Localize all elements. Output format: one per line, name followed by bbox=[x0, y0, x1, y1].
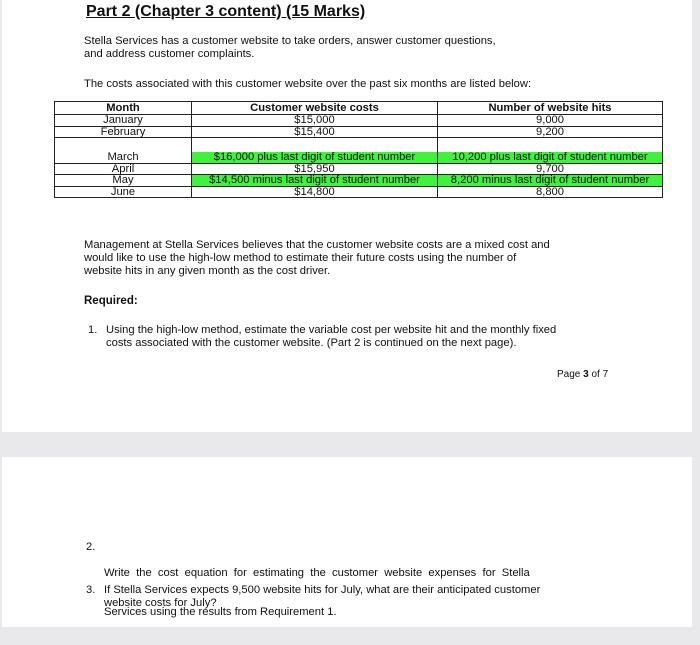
table-header-row bbox=[55, 102, 663, 115]
header-month: Month bbox=[55, 102, 192, 115]
cell-month: February bbox=[55, 126, 192, 138]
header-costs: Customer website costs bbox=[192, 102, 438, 115]
cell-cost-highlighted: $16,000 plus last digit of student number bbox=[192, 152, 438, 163]
table-row bbox=[55, 115, 663, 127]
cell-hits: 8,800 bbox=[438, 186, 663, 198]
management-paragraph bbox=[84, 239, 644, 278]
cell-cost: $15,000 bbox=[192, 115, 438, 127]
question-3-line: If Stella Services expects 9,500 website hits for July, what are their anticipated customer bbox=[104, 584, 541, 596]
question-1-number: 1. bbox=[88, 324, 98, 336]
cell-cost: $15,950 bbox=[192, 163, 438, 175]
cell-month: March bbox=[55, 152, 192, 163]
costs-intro: The costs associated with this customer website over the past six months are listed below: bbox=[84, 78, 532, 90]
header-hits: Number of website hits bbox=[438, 102, 663, 115]
intro-paragraph bbox=[84, 35, 644, 61]
cell-hits: 9,700 bbox=[438, 163, 663, 175]
document-page-4 bbox=[2, 457, 692, 627]
page-number bbox=[557, 369, 608, 380]
table-row bbox=[55, 163, 663, 175]
cell-month: May bbox=[55, 175, 192, 187]
page-current: 3 bbox=[583, 369, 589, 380]
document-page-3 bbox=[2, 0, 692, 432]
question-1 bbox=[106, 324, 556, 350]
intro-line: and address customer complaints. bbox=[84, 48, 255, 60]
page-label: Page bbox=[557, 369, 581, 380]
cell-hits-highlighted: 8,200 minus last digit of student number bbox=[438, 175, 663, 187]
cell-hits: 9,000 bbox=[438, 115, 663, 127]
required-heading: Required: bbox=[84, 295, 138, 307]
table-row bbox=[55, 186, 663, 198]
cell-month: January bbox=[55, 115, 192, 127]
table-row bbox=[55, 126, 663, 138]
mgmt-line: would like to use the high-low method to estimate their future costs using the number of bbox=[84, 252, 517, 264]
question-3-number: 3. bbox=[86, 584, 96, 596]
question-2-number: 2. bbox=[86, 541, 96, 553]
question-1-line: Using the high-low method, estimate the variable cost per website hit and the monthly fixed bbox=[106, 324, 557, 336]
cell-cost: $15,400 bbox=[192, 126, 438, 138]
cell-hits-highlighted: 10,200 plus last digit of student number bbox=[438, 152, 663, 163]
page-of: of bbox=[591, 369, 600, 380]
question-3 bbox=[104, 584, 540, 610]
mgmt-line: Management at Stella Services believes that the customer website costs are a mixed cost and bbox=[84, 239, 550, 251]
table-spacer-row bbox=[55, 138, 663, 153]
cell-month: April bbox=[55, 163, 192, 175]
table-row bbox=[55, 152, 663, 163]
cell-hits: 9,200 bbox=[438, 126, 663, 138]
cell-cost: $14,800 bbox=[192, 186, 438, 198]
cell-month: June bbox=[55, 186, 192, 198]
question-2-line: Write the cost equation for estimating the customer website expenses for Stella bbox=[104, 567, 530, 579]
costs-table bbox=[54, 101, 663, 198]
section-title: Part 2 (Chapter 3 content) (15 Marks) bbox=[86, 3, 366, 20]
page-total: 7 bbox=[602, 369, 609, 380]
mgmt-line: website hits in any given month as the cost driver. bbox=[84, 265, 331, 277]
table-row bbox=[55, 175, 663, 187]
cell-cost-highlighted: $14,500 minus last digit of student number bbox=[192, 175, 438, 187]
question-1-line: costs associated with the customer website. (Part 2 is continued on the next page). bbox=[106, 337, 517, 349]
question-3-line: website costs for July? bbox=[104, 597, 217, 609]
intro-line: Stella Services has a customer website to take orders, answer customer questions, bbox=[84, 35, 496, 47]
question-2-line: Services using the results from Requirement 1. bbox=[104, 606, 337, 618]
